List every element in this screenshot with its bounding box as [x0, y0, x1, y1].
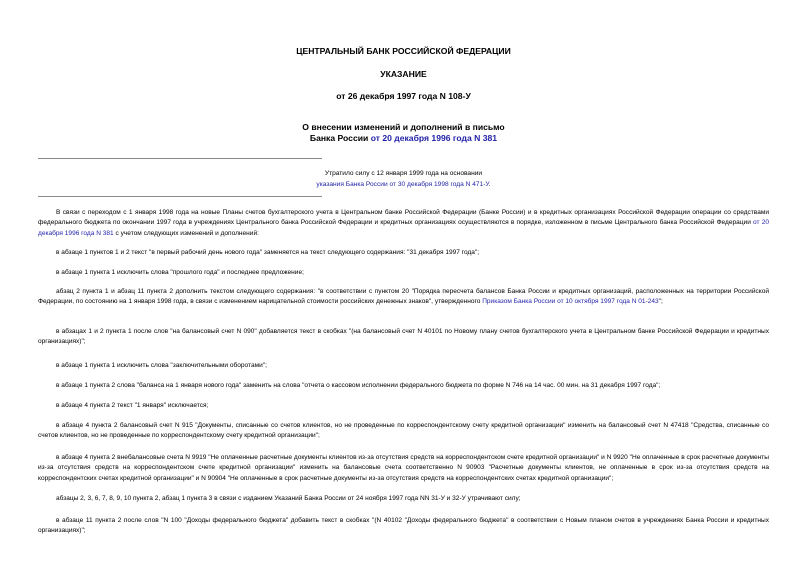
- preamble-letter-link[interactable]: от 20 декабря 1996 года N 381: [38, 219, 769, 237]
- paragraph-amendment-9: в абзаце 4 пункта 2 внебалансовые счета N 9919 "Не оплаченные расчетные документы клиентов из-за отсутствия средств на корреспондентском счете кредитной организации" и N 9920 "Не оплаченные в срок расчетные документы из-за отсутствия средств на корреспондентском счете кредитной организации" изменить на балансовые счета соответственно N 90903 "Расчетные документы клиентов, не оплаченные в срок из-за отсутствия средств на корреспондентских счетах кредитной организации" и N 90904 "Не оплаченные в срок расчетные документы из-за отсутствия средств на корреспондентских счетах кредитной организации";: [38, 454, 769, 482]
- paragraph-amendment-10: абзацы 2, 3, 6, 7, 8, 9, 10 пункта 2, абзац 1 пункта 3 в связи с изданием Указаний Банка России от 24 ноября 1997 года NN 31-У и 32-У утрачивают силу;: [56, 495, 521, 502]
- repeal-note-line2: [0, 180, 807, 190]
- paragraph-amendment-11: в абзаце 11 пункта 2 после слов "N 100 "Доходы федерального бюджета" добавить текст в скобках "(N 40102 "Доходы федерального бюджета" в соответствии с Новым планом счетов в учреждениях Банка России и кредитных организациях)";: [38, 517, 769, 535]
- document-type-heading: УКАЗАНИЕ: [380, 69, 427, 79]
- separator-top: [38, 158, 322, 159]
- paragraph-amendment-5: в абзаце 1 пункта 1 исключить слова "заключительными оборотами";: [56, 362, 267, 369]
- paragraph-amendment-4: в абзацах 1 и 2 пункта 1 после слов "на балансовый счет N 090" добавляется текст в скобках "(на балансовый счет N 40101 по Новому плану счетов бухгалтерского учета в Центральном банке Российской Федерации и кредитных организациях)";: [38, 328, 769, 346]
- paragraph-preamble: [38, 208, 769, 239]
- paragraph-amendment-3-tail: ";: [658, 298, 663, 306]
- repealing-instruction-link[interactable]: указания Банка России от 30 декабря 1998 года N 471-У: [316, 181, 489, 188]
- paragraph-amendment-6: в абзаце 1 пункта 2 слова "баланса на 1 января нового года" заменить на слова "отчета о кассовом исполнении федерального бюджета по форме N 746 на 14 час. 00 мин. на 31 декабря 1997 года";: [56, 382, 661, 389]
- paragraph-amendment-3: [38, 287, 769, 308]
- repeal-note-period: .: [488, 181, 491, 188]
- document-title-prefix: Банка России: [309, 133, 371, 143]
- document-title-line1: О внесении изменений и дополнений в письмо: [302, 122, 505, 132]
- order-link[interactable]: Приказом Банка России от 10 октября 1997 года N 01-243: [482, 298, 659, 306]
- separator-bottom: [38, 196, 322, 197]
- document-date-number: от 26 декабря 1997 года N 108-У: [336, 91, 471, 101]
- repeal-note-line1: Утратило силу с 12 января 1999 года на основании: [324, 170, 483, 177]
- paragraph-amendment-1: в абзаце 1 пунктов 1 и 2 текст "в первый рабочий день нового года" заменяется на текст следующего содержания: "31 декабря 1997 года";: [56, 249, 480, 256]
- document-title-line2: [0, 133, 807, 144]
- paragraph-amendment-7: в абзаце 4 пункта 2 текст "1 января" исключается;: [56, 402, 209, 409]
- paragraph-preamble-tail: с учетом следующих изменений и дополнений:: [113, 229, 259, 237]
- paragraph-amendment-8: в абзаце 4 пункта 2 балансовый счет N 915 "Документы, списанные со счетов клиентов, но не проведенные по корреспондентскому счету кредитной организации" изменить на балансовый счет N 47418 "Средства, списанные со счетов клиентов, но не проведенные по корреспондентскому счету кредитной организации";: [38, 422, 769, 440]
- paragraph-amendment-2: в абзаце 1 пункта 1 исключить слова "прошлого года" и последнее предложение;: [56, 269, 304, 276]
- paragraph-amendment-3-text: абзац 2 пункта 1 и абзац 11 пункта 2 дополнить текстом следующего содержания: "в соответствии с пунктом 20 "Порядка пересчета балансов Банка России и кредитных организаций, расположенных на территории Российской Федерации, по состоянию на 1 января 1998 года, в связи с изменением нарицательной стоимости российских денежных знаков", утвержденного: [38, 288, 769, 306]
- paragraph-preamble-text: В связи с переходом с 1 января 1998 года на новые Планы счетов бухгалтерского учета в Центральном банке Российской Федерации (Банке России) и в кредитных организациях Российской Федерации операции со средствами федерального бюджета по окончании 1997 года в учреждениях Центрального банка Российской Федерации и кредитных организациях осуществляются в порядке, изложенном в письме Центрального банка Российской Федерации: [38, 209, 769, 227]
- issuer-heading: ЦЕНТРАЛЬНЫЙ БАНК РОССИЙСКОЙ ФЕДЕРАЦИИ: [296, 46, 511, 56]
- referenced-letter-link[interactable]: от 20 декабря 1996 года N 381: [370, 133, 498, 143]
